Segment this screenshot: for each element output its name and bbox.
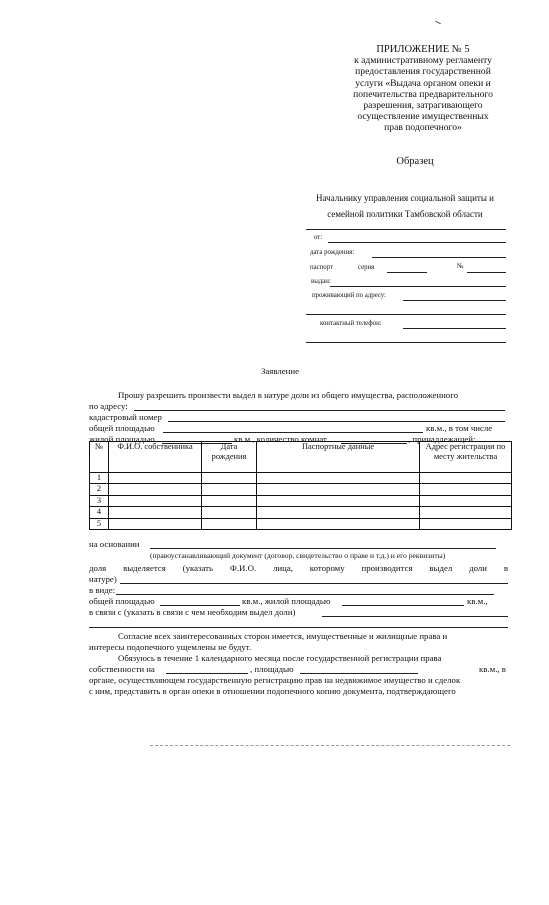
table-row[interactable] [90,518,512,529]
cell[interactable] [420,484,512,495]
cell[interactable] [202,495,257,506]
appendix-title: ПРИЛОЖЕНИЕ № 5 [376,44,470,55]
cell[interactable] [202,473,257,484]
appendix-line: прав подопечного» [384,122,462,134]
col-address: Адрес регистрации по месту жительства [420,442,512,473]
consent-line: Согласие всех заинтересованных сторон имеется, имущественные и жилищные права и [118,631,448,641]
scan-mark [435,21,441,24]
cell[interactable] [257,507,420,518]
addressee [300,190,510,222]
row-number: 2 [90,484,109,495]
row-number: 1 [90,473,109,484]
cell[interactable] [257,518,420,529]
issued-label: выдан: [311,278,331,285]
belonging-label: , принадлежащей: [408,434,476,444]
table-row[interactable] [90,473,512,484]
row-number: 4 [90,507,109,518]
series-field[interactable] [387,272,427,273]
passport-label: паспорт [310,264,333,271]
area-field[interactable] [300,673,418,674]
cell[interactable] [109,507,202,518]
sqm-label: кв.м., [467,596,488,606]
total-area-field-2[interactable] [160,605,240,606]
appendix-line: услуги «Выдача органом опеки и [355,77,491,89]
rooms-label: кв.м., количество комнат [234,434,327,444]
oblige-line: с ним, представить в орган опеки в отношении подопечного копию документа, подтверждающего [89,686,456,696]
table-row[interactable] [90,507,512,518]
issued-field[interactable] [330,286,506,287]
consent-line: интересы подопечного ущемлены не будут. [89,642,252,652]
table-row[interactable] [90,484,512,495]
residing-field-2[interactable] [306,314,506,315]
sqm-in-label: кв.м., в [479,664,506,674]
appendix-header [305,44,541,134]
residing-field[interactable] [403,300,506,301]
series-label: серия [358,264,375,271]
phone-field[interactable] [403,328,506,329]
cell[interactable] [202,484,257,495]
appendix-line: попечительства предварительного [353,88,493,100]
basis-hint: (правоустанавливающий документ (договор, свидетельство о праве и т.д.) и его реквизиты) [150,551,446,560]
oblige-label: собственности на [89,664,155,674]
cell[interactable] [109,484,202,495]
col-birth: Дата рождения [202,442,257,473]
cell[interactable] [420,507,512,518]
cell[interactable] [109,495,202,506]
cell[interactable] [420,495,512,506]
addressee-line: семейной политики Тамбовской области [327,209,483,219]
share-line: натуре) [89,574,117,584]
cell[interactable] [420,518,512,529]
sample-label: Образец [396,156,434,167]
cell[interactable] [109,473,202,484]
sqm-including-label: кв.м., в том числе [426,423,493,433]
col-passport: Паспортные данные [257,442,420,473]
col-number: № [90,442,109,473]
due-to-field-2[interactable] [89,627,508,628]
cell[interactable] [257,484,420,495]
appendix-line: осуществление имущественных [357,111,489,123]
as-field[interactable] [116,594,494,595]
living-label-2: кв.м., жилой площадью [242,596,331,606]
total-area-label: общей площадью [89,423,155,433]
birth-field[interactable] [372,257,506,258]
residing-label: проживающий по адресу: [312,292,386,299]
from-label: от: [314,234,323,241]
col-name: Ф.И.О. собственника [109,442,202,473]
phone-label: контактный телефон: [320,320,382,327]
as-label: в виде: [89,585,116,595]
basis-label: на основании [89,539,140,549]
cell[interactable] [257,495,420,506]
cadastral-field[interactable] [168,421,505,422]
number-label: № [457,263,464,270]
share-line: доля выделяется (указать Ф.И.О. лица, которому производится выдел доли в [89,563,508,573]
cadastral-label: кадастровый номер [89,412,162,422]
area-label: , площадью [250,664,294,674]
due-to-field[interactable] [322,616,508,617]
total-area-label-2: общей площадью [89,596,155,606]
appendix-line: предоставления государственной [355,66,491,78]
cell[interactable] [202,518,257,529]
due-to-label: в связи с (указать в связи с чем необходим выдел доли) [89,607,296,617]
oblige-line: Обязуюсь в течение 1 календарного месяца после государственной регистрации права [118,653,442,663]
body-line: Прошу разрешить произвести выдел в натуре доли из общего имущества, расположенного [118,390,458,400]
living-field-2[interactable] [342,605,464,606]
owners-table [89,441,512,530]
total-area-field[interactable] [163,432,423,433]
cell[interactable] [202,507,257,518]
birth-label: дата рождения: [310,249,355,256]
basis-field[interactable] [150,548,496,549]
scan-fold-line [150,745,510,746]
property-field[interactable] [166,673,248,674]
cell[interactable] [109,518,202,529]
cell[interactable] [420,473,512,484]
share-field[interactable] [120,583,508,584]
row-number: 5 [90,518,109,529]
blank-line [306,229,506,230]
living-area-label: жилой площадью [89,434,155,444]
address-field[interactable] [134,410,505,411]
table-header-row [90,442,512,473]
oblige-line: органе, осуществляющем государственную регистрацию прав на недвижимое имущество и сделок [89,675,461,685]
row-number: 3 [90,495,109,506]
addressee-line: Начальнику управления социальной защиты и [316,193,494,203]
cell[interactable] [257,473,420,484]
blank-line [306,342,506,343]
appendix-line: к административному регламенту [354,55,492,67]
body-line: по адресу: [89,401,128,411]
appendix-line: разрешения, затрагивающего [363,100,483,112]
number-field[interactable] [467,272,506,273]
from-field[interactable] [328,242,506,243]
statement-title: Заявление [260,366,299,376]
table-row[interactable] [90,495,512,506]
